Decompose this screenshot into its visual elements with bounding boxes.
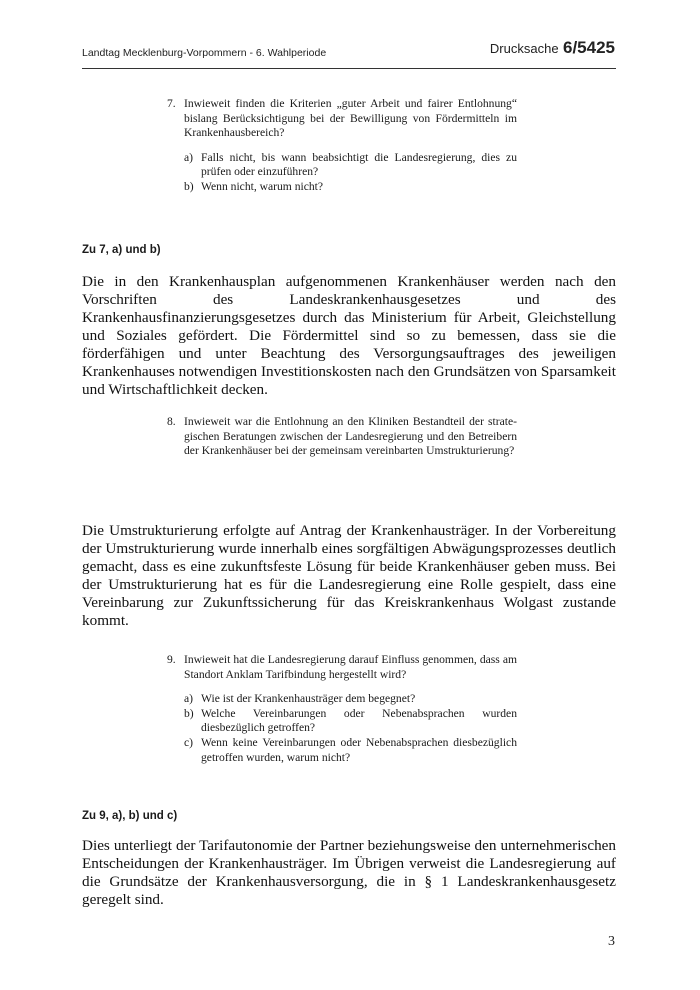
header-parliament: Landtag Mecklenburg-Vorpommern - 6. Wahlperiode xyxy=(82,47,327,59)
answer-7-heading: Zu 7, a) und b) xyxy=(82,244,161,256)
question-9 xyxy=(167,653,517,765)
question-8 xyxy=(167,415,517,459)
page-number: 3 xyxy=(608,934,615,949)
question-number: 8. xyxy=(167,415,176,428)
subitem xyxy=(184,151,517,180)
subitem xyxy=(184,707,517,736)
answer-9-heading: Zu 9, a), b) und c) xyxy=(82,810,178,822)
subitem-text: Wenn nicht, warum nicht? xyxy=(201,179,324,193)
question-text: Inwieweit hat die Landesregierung darauf Einfluss genommen, dass am Standort Anklam Tarifbindung hergestellt wird? xyxy=(184,653,517,681)
subitem-text: Falls nicht, bis wann beabsichtigt die Landesregierung, dies zu prüfen oder einzuführen? xyxy=(201,150,517,179)
question-7 xyxy=(167,97,517,195)
subitem-label: b) xyxy=(184,706,194,720)
subitem xyxy=(184,736,517,765)
subitem xyxy=(184,692,517,707)
question-subitems xyxy=(184,151,517,195)
subitem-label: c) xyxy=(184,735,194,749)
header-drucksache xyxy=(490,38,615,58)
header-rule xyxy=(82,68,616,69)
question-text: Inwieweit war die Entlohnung an den Kliniken Bestandteil der strategischen Beratungen zwischen der Landesregierung und den Betreibern der Krankenhäuser bei der gemeinsam vereinbarten Umstrukturierung? xyxy=(184,415,517,458)
answer-8-text: Die Umstrukturierung erfolgte auf Antrag der Krankenhausträger. In der Vorbereitung der Umstrukturierung wurde innerhalb eines sorgfältigen Abwägungsprozesses deutlich gemacht, dass es eine zukunftsfeste Lösung für beide Krankenhäuser geben muss. Bei der Umstrukturierung hat es für die Landesregierung eine Rolle gespielt, dass eine Vereinbarung zur Zukunftssicherung für das Kreiskrankenhaus Wolgast zustande kommt. xyxy=(82,522,616,629)
drucksache-label: Drucksache xyxy=(489,41,559,56)
question-subitems xyxy=(184,692,517,765)
subitem-label: a) xyxy=(184,150,194,164)
subitem-label: a) xyxy=(184,692,194,706)
drucksache-number: 6/5425 xyxy=(563,38,615,57)
question-number: 7. xyxy=(167,97,176,110)
answer-9-text: Dies unterliegt der Tarifautonomie der Partner beziehungsweise den unternehmerischen Entscheidungen der Krankenhausträger. Im Übrigen verweist die Landesregierung auf die Grundsätze der Krankenhausversorgung, die in § 1 Landeskrankenhausgesetz geregelt sind. xyxy=(82,837,616,908)
subitem-label: b) xyxy=(184,179,194,193)
subitem-text: Wenn keine Vereinbarungen oder Nebenabsprachen diesbezüglich getroffen wurden, warum nicht? xyxy=(201,735,517,764)
subitem-text: Wie ist der Krankenhausträger dem begegnet? xyxy=(201,692,416,706)
subitem xyxy=(184,180,517,195)
answer-7-text: Die in den Krankenhausplan aufgenommenen Krankenhäuser werden nach den Vorschriften des Landeskrankenhausgesetzes und des Krankenhausfinanzierungsgesetzes durch das Ministerium für Arbeit, Gleichstellung und Soziales gefördert. Die Fördermittel sind so zu bemessen, dass sie die förderfähigen und unter Beachtung des Versorgungsauftrages des jeweiligen Krankenhauses notwendigen Investitionskosten nach den Grundsätzen von Sparsamkeit und Wirtschaftlichkeit decken. xyxy=(82,273,616,398)
subitem-text: Welche Vereinbarungen oder Nebenabsprachen wurden diesbezüglich getroffen? xyxy=(201,706,517,735)
question-text: Inwieweit finden die Kriterien „guter Arbeit und fairer Entlohnung“ bislang Berücksichtigung bei der Bewilligung von Fördermitteln im Krankenhausbereich? xyxy=(184,97,517,140)
question-number: 9. xyxy=(167,653,176,666)
